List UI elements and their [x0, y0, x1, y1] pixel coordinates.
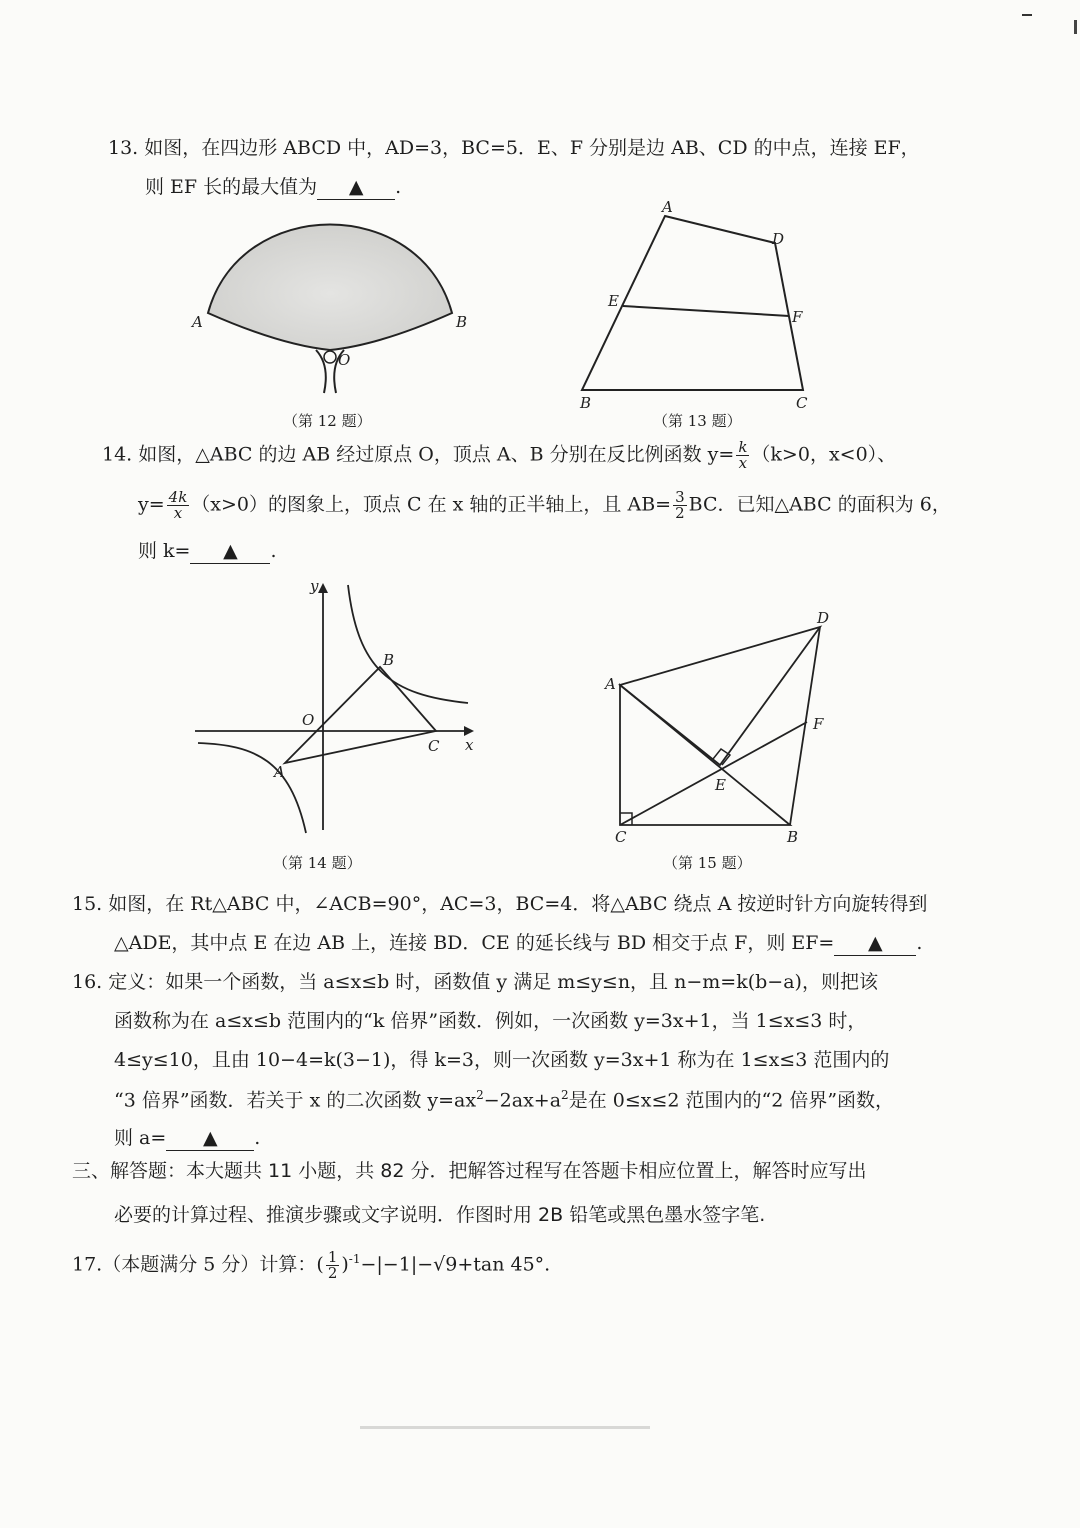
corner-mark-right: [1074, 20, 1077, 34]
q13-answer-blank: [317, 176, 395, 200]
q13-line-2-end: .: [395, 176, 402, 198]
q16-line-1: 16. 定义：如果一个函数，当 a≤x≤b 时，函数值 y 满足 m≤y≤n，且 n−m=k(b−a)，则把该: [72, 971, 878, 993]
fan-pivot: [324, 351, 336, 363]
q16-sup-1: 2: [476, 1088, 484, 1102]
fig14-label-a: A: [274, 763, 285, 781]
fig15-label-b: B: [787, 828, 799, 845]
q16-line-3: 4≤y≤10，且由 10−4=k(3−1)，得 k=3，则一次函数 y=3x+1 称为在 1≤x≤3 范围内的: [114, 1049, 890, 1071]
q16-answer-mark: ▲: [202, 1127, 218, 1149]
fig12-caption: （第 12 题）: [283, 412, 372, 430]
triangle-ade: [620, 627, 820, 765]
fig13-caption: （第 13 题）: [653, 412, 742, 430]
fig13-label-b: B: [580, 394, 592, 412]
q17-frac-den: 2: [327, 1264, 338, 1282]
q13-line-2: [145, 176, 401, 200]
q16-line-4: [114, 1088, 894, 1112]
fig13-label-e: E: [608, 292, 619, 310]
segment-cf: [620, 722, 807, 825]
q15-answer-mark: ▲: [868, 932, 883, 954]
q16-answer-blank: [166, 1127, 254, 1151]
figure-12: [180, 205, 480, 405]
fig13-label-d: D: [772, 230, 785, 248]
x-axis-arrow: [464, 726, 474, 736]
fig14-label-c: C: [428, 737, 440, 755]
y-axis-arrow: [318, 583, 328, 593]
fig13-label-a: A: [662, 198, 673, 216]
figure-13: [568, 198, 818, 413]
hyperbola-k-over-x: [198, 743, 306, 833]
q14-frac2-den: x: [173, 504, 183, 522]
fig13-label-f: F: [792, 308, 803, 326]
q14-line-2-mid: （x>0）的图象上，顶点 C 在 x 轴的正半轴上，且 AB=: [191, 493, 672, 516]
q14-line-1-text: 14. 如图，△ABC 的边 AB 经过原点 O，顶点 A、B 分别在反比例函数 y=: [102, 443, 735, 466]
fig15-caption: （第 15 题）: [663, 854, 752, 872]
q14-frac3-num: 3: [675, 488, 685, 506]
fig15-label-d: D: [817, 609, 830, 627]
q14-fraction-k-over-x: [736, 440, 749, 471]
fig14-label-x: x: [465, 736, 474, 754]
q17-line: 17.（本题满分 5 分）计算：( $\frac{1}{2}$ )$^{-1}$−|−1|−√9+tan 45°.: [72, 1248, 551, 1282]
hyperbola-4k-over-x: [348, 585, 468, 703]
q14-answer-mark: ▲: [223, 540, 238, 562]
segment-ef: [623, 306, 789, 316]
q14-frac1-den: x: [738, 454, 748, 472]
q16-line-5-end: .: [254, 1127, 261, 1149]
q14-line-1: [102, 440, 896, 471]
q17-text-start: 17.（本题满分 5 分）计算：(: [72, 1253, 324, 1276]
fig15-label-f: F: [813, 715, 824, 733]
q16-line-5-text: 则 a=: [114, 1127, 167, 1149]
fig14-label-o: O: [302, 711, 315, 729]
section-3-line-2: 必要的计算过程、推演步骤或文字说明．作图时用 2B 铅笔或黑色墨水签字笔.: [114, 1204, 766, 1226]
q15-line-2-end: .: [916, 932, 923, 954]
q14-line-3: [138, 540, 277, 564]
q14-line-2-start: y=: [138, 493, 165, 516]
q14-frac2-num: 4k: [168, 488, 188, 506]
section-3-line-1: 三、解答题：本大题共 11 小题，共 82 分．把解答过程写在答题卡相应位置上，解答时应写出: [72, 1160, 867, 1182]
figure-15: [595, 605, 840, 845]
fig15-label-c: C: [615, 828, 627, 845]
q15-answer-blank: [834, 932, 916, 956]
fig15-label-e: E: [715, 776, 726, 794]
fig12-label-a: A: [192, 313, 203, 331]
fan-body: [208, 225, 452, 351]
q16-line-4-end: 是在 0≤x≤2 范围内的“2 倍界”函数，: [568, 1089, 895, 1112]
q14-line-2: [138, 490, 951, 521]
fig15-label-a: A: [605, 675, 616, 693]
q14-frac1-num: k: [738, 438, 748, 456]
q14-line-2-end: BC．已知△ABC 的面积为 6，: [688, 493, 951, 516]
q14-fraction-3-over-2: [673, 490, 687, 521]
q16-line-4-start: “3 倍界”函数．若关于 x 的二次函数 y=ax: [114, 1089, 477, 1112]
q14-answer-blank: [190, 540, 270, 564]
fig12-label-b: B: [456, 313, 468, 331]
footer-smudge: [360, 1426, 650, 1429]
q15-line-2-text: △ADE，其中点 E 在边 AB 上，连接 BD．CE 的延长线与 BD 相交于点 F，则 EF=: [114, 932, 835, 954]
q14-frac3-den: 2: [675, 504, 685, 522]
q13-line-1: 13. 如图，在四边形 ABCD 中，AD=3，BC=5．E、F 分别是边 AB、CD 的中点，连接 EF，: [108, 137, 920, 159]
q16-line-4-mid: −2ax+a: [483, 1089, 562, 1112]
q16-sup-2: 2: [561, 1088, 569, 1102]
q17-text-end: −|−1|−√9+tan 45°.: [360, 1253, 551, 1276]
figure-14: [190, 575, 490, 840]
q15-line-2: [114, 932, 922, 956]
q14-fraction-4k-over-x: [167, 490, 190, 521]
q14-line-3-end: .: [270, 540, 277, 562]
q17-fraction-1-over-2: [326, 1250, 340, 1281]
fig14-label-b: B: [383, 651, 395, 669]
q17-frac-num: 1: [327, 1248, 338, 1266]
fig13-label-c: C: [796, 394, 808, 412]
q16-line-5: [114, 1127, 260, 1151]
corner-mark-top: [1022, 14, 1032, 16]
q13-line-2-text: 则 EF 长的最大值为: [145, 176, 318, 198]
q14-line-1-end: （k>0，x<0）、: [751, 443, 897, 466]
q17-exponent: -1: [348, 1252, 361, 1267]
q15-line-1: 15. 如图，在 Rt△ABC 中，∠ACB=90°，AC=3，BC=4．将△ABC 绕点 A 按逆时针方向旋转得到: [72, 893, 928, 915]
fig12-label-o: O: [338, 351, 351, 369]
q14-line-3-text: 则 k=: [138, 540, 191, 562]
q16-line-2: 函数称为在 a≤x≤b 范围内的“k 倍界”函数．例如，一次函数 y=3x+1，当 1≤x≤3 时，: [114, 1010, 867, 1032]
fig14-caption: （第 14 题）: [273, 854, 362, 872]
q13-answer-mark: ▲: [348, 176, 364, 198]
fig14-label-y: y: [310, 577, 319, 595]
